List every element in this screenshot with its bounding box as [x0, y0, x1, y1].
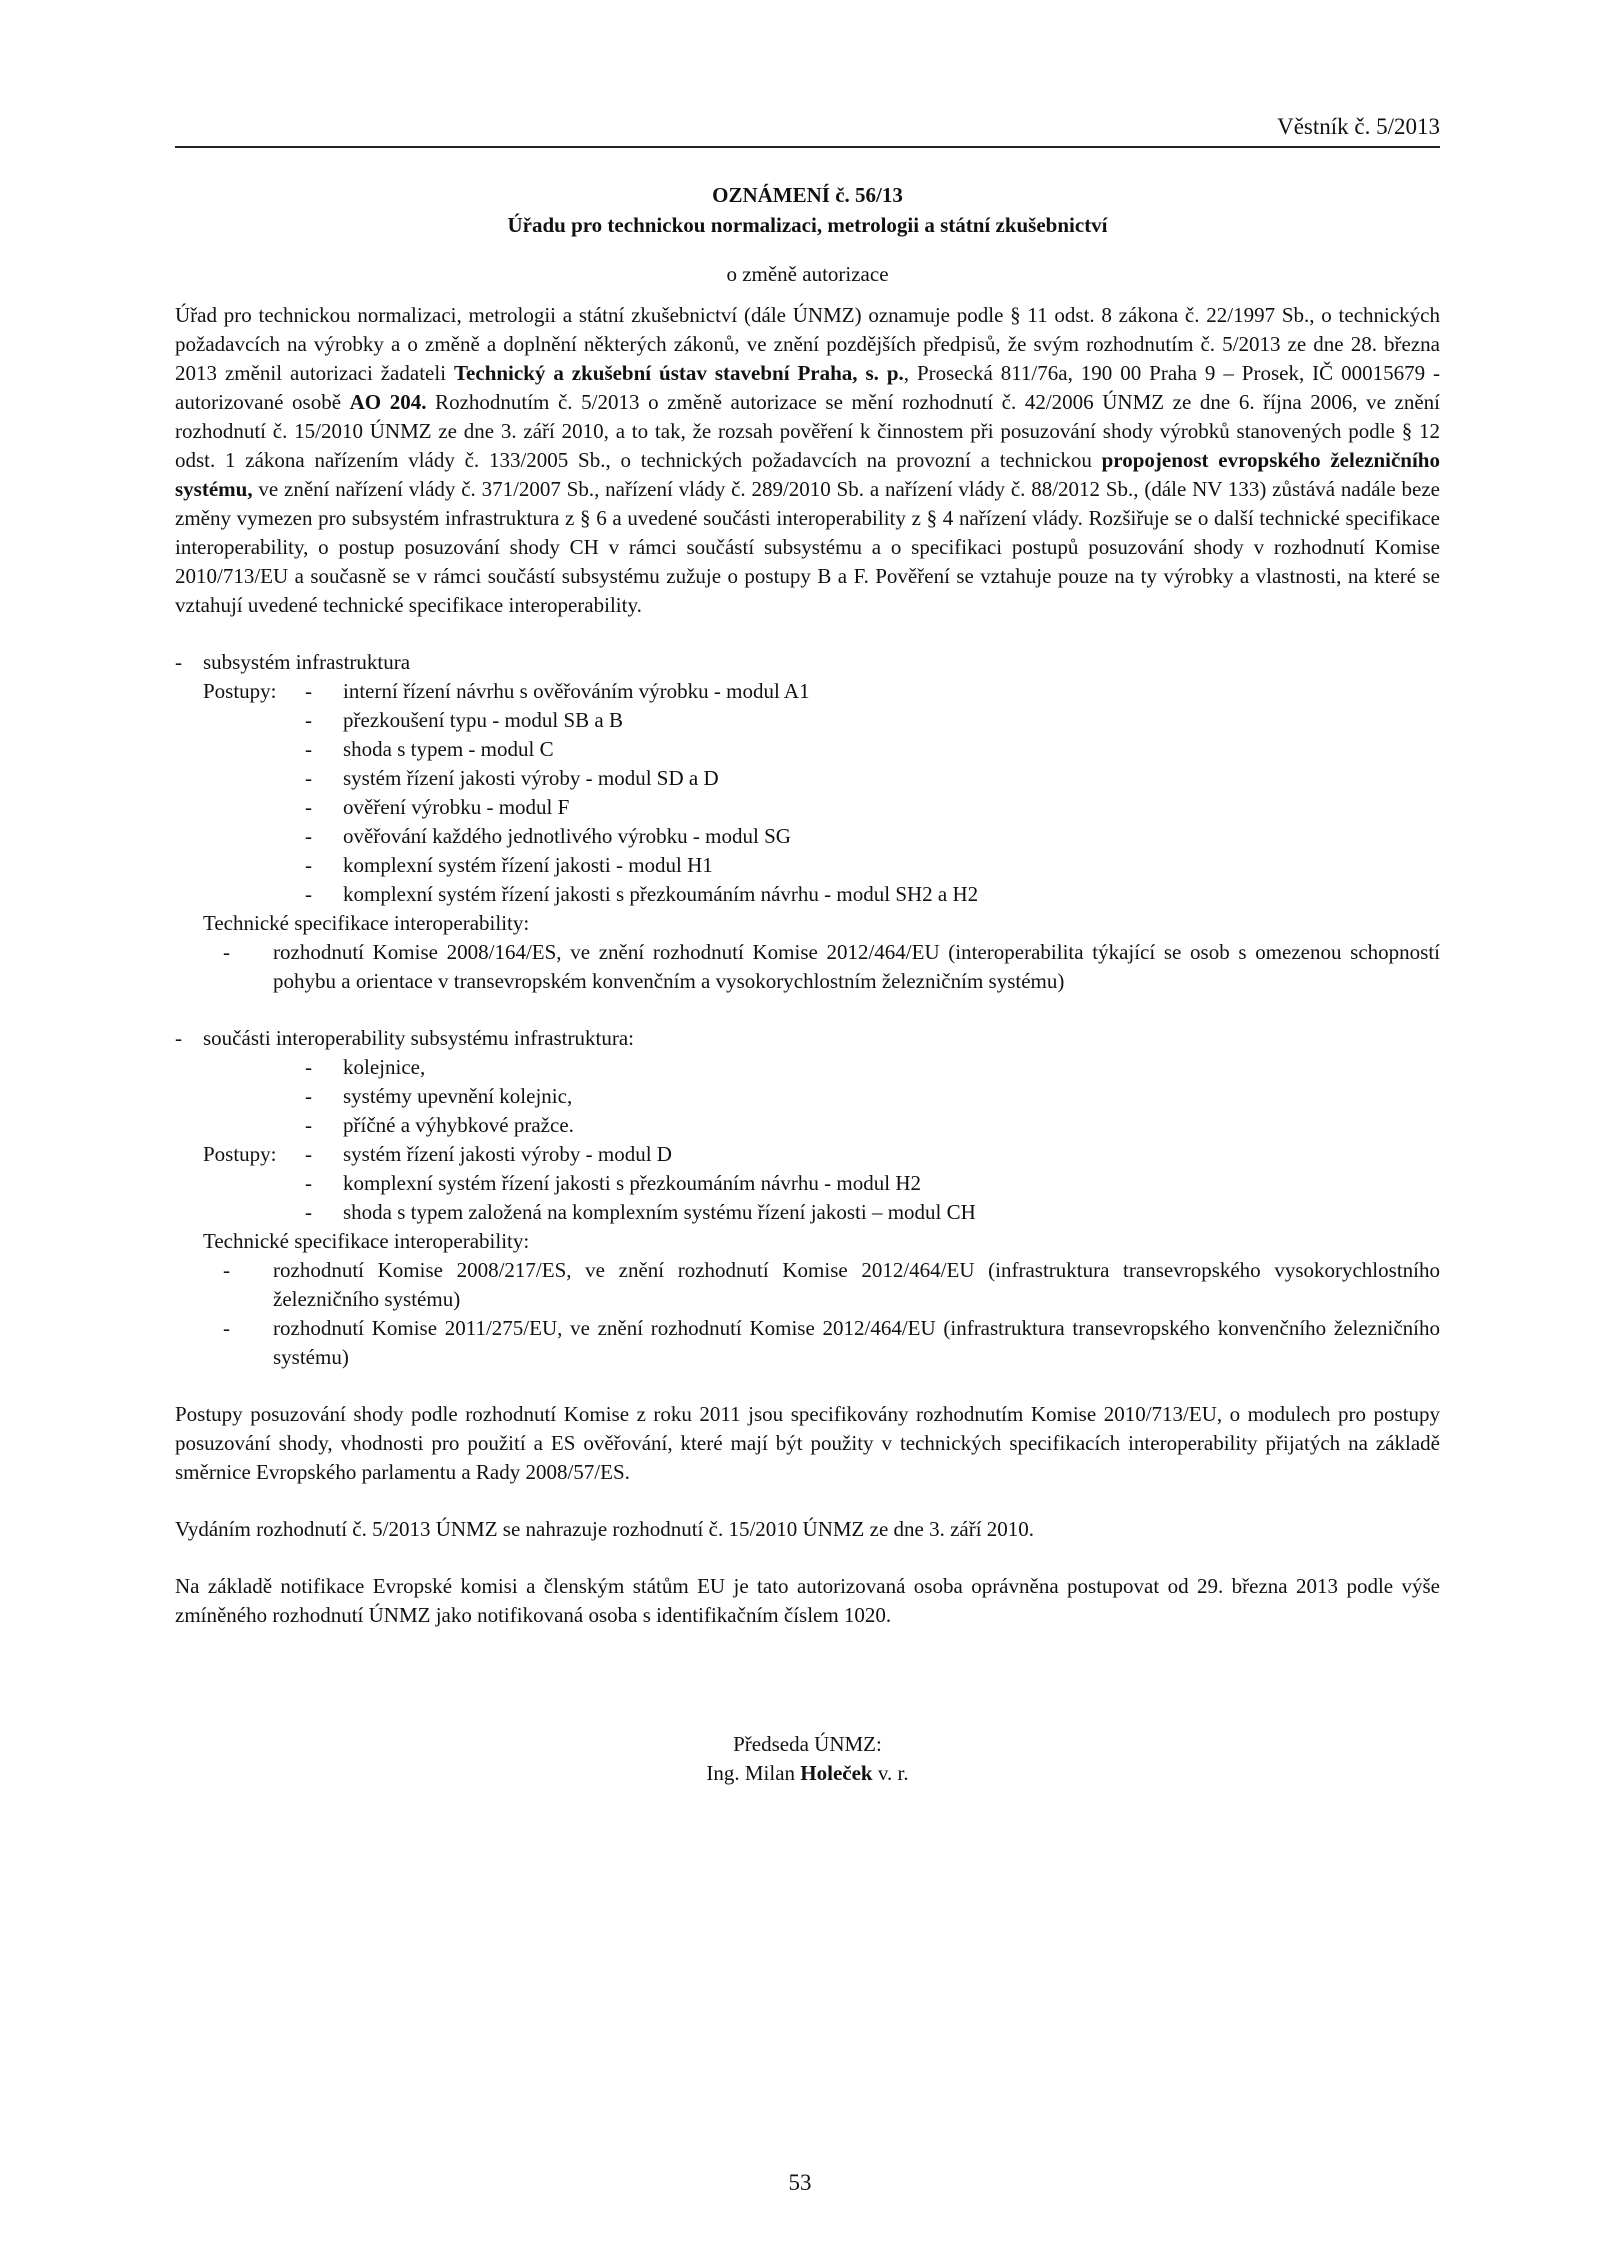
item-text: interní řízení návrhu s ověřováním výrobku - modul A1 — [343, 679, 810, 703]
bullet-dash: - — [305, 1142, 312, 1166]
page-content — [175, 112, 1440, 1788]
signature-name: Ing. Milan Holeček v. r. — [706, 1761, 909, 1785]
bullet-dash: - — [223, 940, 230, 964]
item-text: shoda s typem - modul C — [343, 737, 554, 761]
bullet-dash: - — [305, 1055, 312, 1079]
signature-role: Předseda ÚNMZ: — [733, 1732, 882, 1756]
procedures-label — [175, 880, 305, 909]
item-text: systémy upevnění kolejnic, — [343, 1084, 573, 1108]
intro-paragraph: Úřad pro technickou normalizaci, metrologii a státní zkušebnictví (dále ÚNMZ) oznamuje podle § 11 odst. 8 zákona č. 22/1997 Sb., o technických požadavcích na výrobky a o změně a doplnění některých zákonů, ve znění pozdějších předpisů, že svým rozhodnutím č. 5/2013 ze dne 28. března 2013 změnil autorizaci žadateli Technický a zkušební ústav stavební Praha, s. p., Prosecká 811/76a, 190 00 Praha 9 – Prosek, IČ 00015679 - autorizované osobě AO 204. Rozhodnutím č. 5/2013 o změně autorizace se mění rozhodnutí č. 42/2006 ÚNMZ ze dne 6. října 2006, ve znění rozhodnutí č. 15/2010 ÚNMZ ze dne 3. září 2010, a to tak, že rozsah pověření k činnostem při posuzování shody výrobků stanovených podle § 12 odst. 1 zákona nařízením vlády č. 133/2005 Sb., o technických požadavcích na provozní a technickou propojenost evropského železničního systému, ve znění nařízení vlády č. 371/2007 Sb., nařízení vlády č. 289/2010 Sb. a nařízení vlády č. 88/2012 Sb., (dále NV 133) zůstává nadále beze změny vymezen pro subsystém infrastruktura z § 6 a uvedené součásti interoperability z § 4 nařízení vlády. Rozšiřuje se o další technické specifikace interoperability, o postup posuzování shody CH v rámci součástí subsystému a o specifikaci postupů posuzování shody v rozhodnutí Komise 2010/713/EU a současně se v rámci součástí subsystému zužuje o postupy B a F. Pověření se vztahuje pouze na ty výrobky a vlastnosti, na které se vztahují uvedené technické specifikace interoperability. — [175, 303, 1441, 617]
bullet-dash: - — [305, 882, 312, 906]
bullet-dash: - — [305, 679, 312, 703]
procedure-item — [175, 1198, 1440, 1227]
item-text: ověření výrobku - modul F — [343, 795, 570, 819]
bullet-dash: - — [305, 1084, 312, 1108]
procedures-label — [175, 1198, 305, 1227]
notice-title: OZNÁMENÍ č. 56/13 — [712, 183, 903, 207]
procedures-label — [175, 1111, 305, 1140]
spec-text: rozhodnutí Komise 2008/164/ES, ve znění rozhodnutí Komise 2012/464/EU (interoperabilita týkající se osob s omezenou schopností pohybu a orientace v transevropském konvenčním a vysokorychlostním železničním systému) — [273, 940, 1440, 993]
notice-about: o změně autorizace — [726, 262, 889, 286]
bullet-dash: - — [305, 1171, 312, 1195]
section-infrastructure — [175, 648, 1440, 996]
item-text: přezkoušení typu - modul SB a B — [343, 708, 623, 732]
bullet-dash: - — [223, 1316, 230, 1340]
procedure-item — [175, 822, 1440, 851]
procedure-item — [175, 677, 1440, 706]
component-item — [175, 1053, 1440, 1082]
component-item — [175, 1082, 1440, 1111]
item-text: kolejnice, — [343, 1055, 426, 1079]
procedure-item — [175, 1169, 1440, 1198]
spec-item — [175, 938, 1440, 996]
procedures-label — [175, 793, 305, 822]
procedure-item — [175, 735, 1440, 764]
bullet-dash: - — [305, 708, 312, 732]
spec-item — [175, 1314, 1440, 1372]
item-text: komplexní systém řízení jakosti s přezkoumáním návrhu - modul H2 — [343, 1171, 921, 1195]
bullet-dash: - — [305, 853, 312, 877]
bullet-dash: - — [223, 1258, 230, 1282]
page-number: 53 — [788, 2170, 812, 2195]
procedure-item — [175, 851, 1440, 880]
specs-heading: Technické specifikace interoperability: — [203, 1229, 530, 1253]
procedure-item — [175, 706, 1440, 735]
replacement-paragraph: Vydáním rozhodnutí č. 5/2013 ÚNMZ se nahrazuje rozhodnutí č. 15/2010 ÚNMZ ze dne 3. září 2010. — [175, 1517, 1035, 1541]
component-item — [175, 1111, 1440, 1140]
procedures-label — [175, 851, 305, 880]
procedures-label — [175, 822, 305, 851]
header-rule — [175, 146, 1440, 148]
procedure-item — [175, 793, 1440, 822]
procedure-item — [175, 764, 1440, 793]
procedures-label — [175, 706, 305, 735]
spec-text: rozhodnutí Komise 2008/217/ES, ve znění rozhodnutí Komise 2012/464/EU (infrastruktura transevropského vysokorychlostního železničního systému) — [273, 1258, 1440, 1311]
bullet-dash: - — [305, 1200, 312, 1224]
spec-text: rozhodnutí Komise 2011/275/EU, ve znění rozhodnutí Komise 2012/464/EU (infrastruktura transevropského konvenčního železničního systému) — [273, 1316, 1440, 1369]
procedures-label: Postupy: — [203, 1142, 277, 1166]
item-text: komplexní systém řízení jakosti s přezkoumáním návrhu - modul SH2 a H2 — [343, 882, 979, 906]
procedures-label — [175, 1053, 305, 1082]
procedure-item — [175, 1140, 1440, 1169]
modules-paragraph: Postupy posuzování shody podle rozhodnutí Komise z roku 2011 jsou specifikovány rozhodnutím Komise 2010/713/EU, o modulech pro postupy posuzování shody, vhodnosti pro použití a ES ověřování, které mají být použity v technických specifikacích interoperability přijatých na základě směrnice Evropského parlamentu a Rady 2008/57/ES. — [175, 1402, 1440, 1484]
notice-subtitle: Úřadu pro technickou normalizaci, metrologii a státní zkušebnictví — [507, 213, 1108, 237]
item-text: příčné a výhybkové pražce. — [343, 1113, 574, 1137]
procedures-label — [175, 1082, 305, 1111]
item-text: ověřování každého jednotlivého výrobku - modul SG — [343, 824, 791, 848]
journal-header: Věstník č. 5/2013 — [1277, 114, 1440, 139]
specs-heading: Technické specifikace interoperability: — [203, 911, 530, 935]
bullet-dash: - — [305, 1113, 312, 1137]
procedures-label — [175, 764, 305, 793]
bullet-dash: - — [305, 737, 312, 761]
bullet-dash: - — [305, 766, 312, 790]
procedures-label: Postupy: — [203, 679, 277, 703]
spec-item — [175, 1256, 1440, 1314]
procedures-label — [175, 735, 305, 764]
bullet-dash: - — [305, 824, 312, 848]
item-text: systém řízení jakosti výroby - modul D — [343, 1142, 672, 1166]
bullet-dash: - — [305, 795, 312, 819]
section-heading: - součásti interoperability subsystému infrastruktura: — [175, 1026, 634, 1050]
notification-paragraph: Na základě notifikace Evropské komisi a členským státům EU je tato autorizovaná osoba oprávněna postupovat od 29. března 2013 podle výše zmíněného rozhodnutí ÚNMZ jako notifikovaná osoba s identifikačním číslem 1020. — [175, 1574, 1440, 1627]
item-text: komplexní systém řízení jakosti - modul H1 — [343, 853, 713, 877]
item-text: shoda s typem založená na komplexním systému řízení jakosti – modul CH — [343, 1200, 976, 1224]
procedure-item — [175, 880, 1440, 909]
procedures-label — [175, 1169, 305, 1198]
item-text: systém řízení jakosti výroby - modul SD a D — [343, 766, 719, 790]
section-heading: - subsystém infrastruktura — [175, 650, 411, 674]
section-components — [175, 1024, 1440, 1372]
signature-block — [175, 1730, 1440, 1788]
